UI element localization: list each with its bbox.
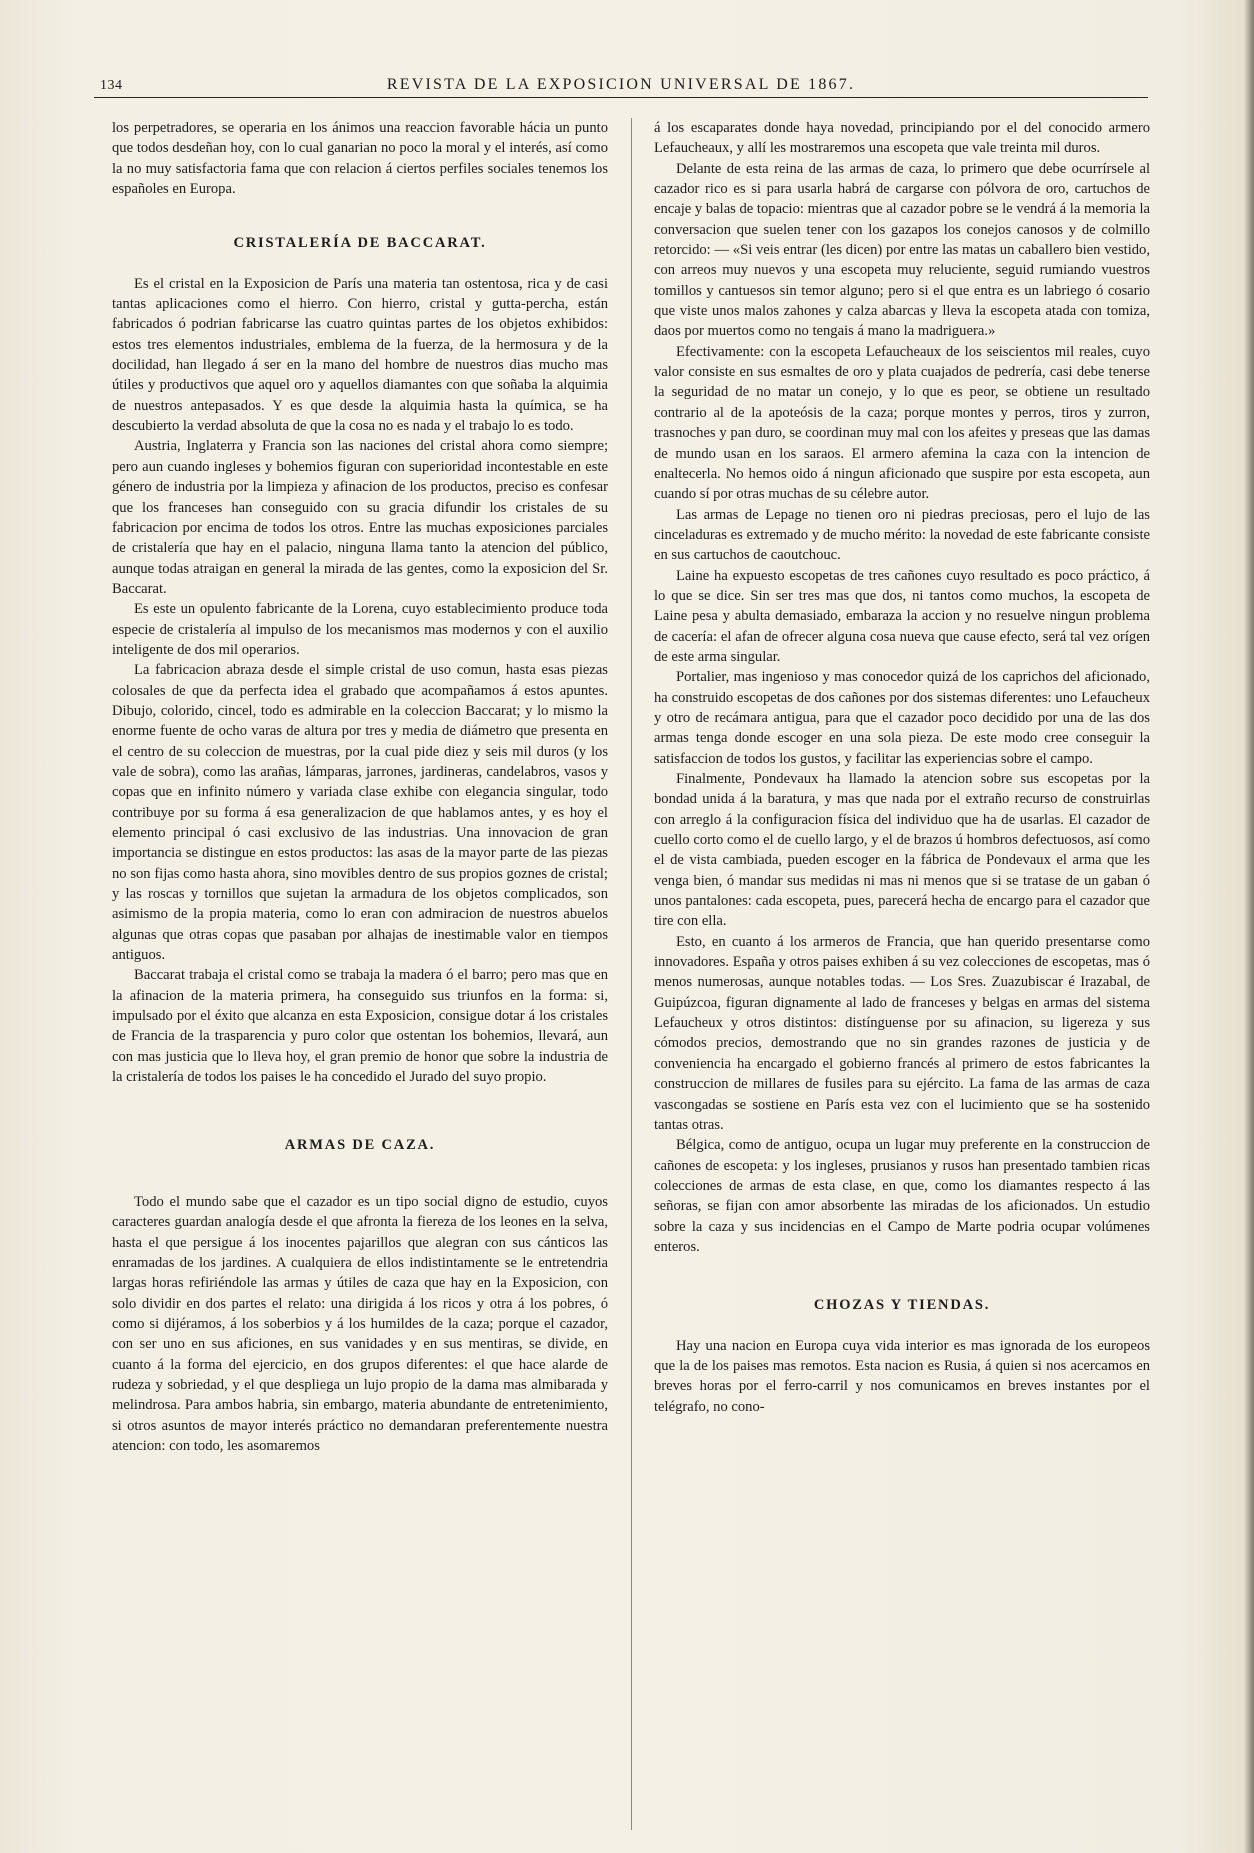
section-title-armas: ARMAS DE CAZA. [284,1137,436,1154]
page-number: 134 [100,78,123,93]
paragraph: Bélgica, como de antiguo, ocupa un lugar muy preferente en la construccion de cañones de escopeta: y los ingleses, prusianos y rusos han presentado tambien ricas colecciones de armas de esta clase, en que, como los diamantes respecto á las señoras, se fijan con amor absorbente las miradas de los aficionados. Un estudio sobre la caza y sus incidencias en el Campo de Marte podria ocupar volúmenes enteros. [654,1137,1150,1255]
paragraph: Finalmente, Pondevaux ha llamado la atencion sobre sus escopetas por la bondad unida á la baratura, y mas que nada por el extraño recurso de construirlas con arreglo á la configuracion física del individuo que ha de usarlas. El cazador de cuello corto como el de cuello largo, y el de brazos ú hombros defectuosos, así como el de vista cambiada, pueden escoger en la fábrica de Pondevaux el arma que les venga bien, ó mandar sus medidas ni mas ni menos que si se tratase de un gaban ó unos pantalones: cada escopeta, pues, parecerá hecha de encargo para el cazador que tire con ella. [654,771,1150,930]
right-column [654,118,1150,1417]
intro-paragraph: los perpetradores, se operaria en los ánimos una reaccion favorable hácia un punto que todos desdeñan hoy, con lo cual ganarian no poco la moral y el interés, así como la no muy satisfactoria fama que con relacion á ciertos perfiles sociales tenemos los españoles en Europa. [112,120,608,198]
section-title-cristaleria: CRISTALERÍA DE BACCARAT. [233,235,487,252]
spacer [112,1087,608,1135]
paragraph: La fabricacion abraza desde el simple cristal de uso comun, hasta esas piezas colosales de que da perfecta idea el grabado que acompañamos á estos apuntes. Dibujo, colorido, cincel, todo es admirable en la coleccion Baccarat; y lo mismo la enorme fuente de ocho varas de altura por tres y media de diámetro que presenta en el centro de su coleccion de muestras, por la cual pide diez y seis mil duros (y los vale de sobra), como las arañas, lámparas, jarrones, jardineras, candelabros, vasos y copas que en infinito número y variada clase exhibe con elegancia singular, todo contribuye por su forma á esa generalizacion de que hablamos antes, y es hoy el elemento principal ó casi exclusivo de las industrias. Una innovacion de gran importancia se distingue en estos productos: las asas de la mayor parte de las piezas no son fijas como hasta ahora, sino movibles dentro de sus propios goznes de cristal; y las roscas y tornillos que sujetan la armadura de los objetos complicados, son asimismo de la propia materia, como lo eran con admiracion de nuestros abuelos algunas que otras copas que pasaban por alhajas de inestimable valor en tiempos antiguos. [112,662,608,964]
spacer [112,254,608,274]
paragraph: Portalier, mas ingenioso y mas conocedor quizá de los caprichos del aficionado, ha construido escopetas de dos cañones por dos sistemas diferentes: uno Lefaucheux y otro de recámara antigua, para que el cazador poco decidido por una de las dos armas tenga donde escoger en una sola pieza. De este modo cree conseguir la satisfaccion de todos los gustos, y facilitar las experiencias sobre el campo. [654,669,1150,767]
section-title-chozas: CHOZAS Y TIENDAS. [813,1297,991,1314]
paragraph: á los escaparates donde haya novedad, principiando por el del conocido armero Lefaucheaux, y allí les mostraremos una escopeta que vale treinta mil duros. [654,120,1150,157]
spacer [112,1156,608,1192]
paragraph: Esto, en cuanto á los armeros de Francia, que han querido presentarse como innovadores. España y otros paises exhiben á su vez colecciones de escopetas, mas ó menos numerosas, aunque notables todas. — Los Sres. Zuazubiscar é Irazabal, de Guipúzcoa, figuran dignamente al lado de franceses y belgas en armas del sistema Lefaucheux y otros distintos: distínguense por su afinacion, su ligereza y sus cómodos precios, demostrando que no sin grandes razones de justicia y de conveniencia ha encargado el gobierno francés al primero de estos fabricantes la construccion de millares de fusiles para su ejército. La fama de las armas de caza vascongadas se sostiene en París esta vez con el lucimiento que se ha sostenido tantas otras. [654,933,1150,1133]
running-title: REVISTA DE LA EXPOSICION UNIVERSAL DE 1867. [386,76,856,93]
spacer [654,1316,1150,1336]
paragraph: Es el cristal en la Exposicion de París una materia tan ostentosa, rica y de casi tantas aplicaciones como el hierro. Con hierro, cristal y gutta-percha, están fabricados ó podrian fabricarse las cuatro quintas partes de los objetos exhibidos: estos tres elementos industriales, emblema de la fuerza, de la hermosura y de la docilidad, han llegado á ser en la mano del hombre de nuestros dias mucho mas útiles y productivos que aquel oro y aquellos diamantes con que soñaba la alquimia de nuestros antepasados. Y es que desde la alquimia hasta la química, se ha descubierto la verdad absoluta de que la cosa no es nada y el trabajo lo es todo. [112,275,608,435]
paragraph: Delante de esta reina de las armas de caza, lo primero que debe ocurrírsele al cazador rico es si para usarla habrá de cargarse con pólvora de oro, cartuchos de encaje y balas de topacio: mientras que al cazador pobre se le vendrá á la memoria la conversacion que suelen tener con los gazapos los conejos canosos y de colmillo retorcido: — «Si veis entrar (les dicen) por entre las matas un caballero bien vestido, con arreos muy nuevos y una escopeta muy reluciente, seguid rumiando vuestros tomillos y cantuesos sin temor alguno; pero si el que entra es un labriego ó cosario que viste unos malos zahones y calza abarcas y lleva la escopeta atada con tomiza, daos por muertos como no tengais á mano la madriguera.» [654,160,1150,340]
spacer [654,1257,1150,1295]
paragraph: Es este un opulento fabricante de la Lorena, cuyo establecimiento produce toda especie de cristalería al impulso de los mecanismos mas modernos y con el auxilio inteligente de dos mil operarios. [112,601,608,658]
paragraph: Baccarat trabaja el cristal como se trabaja la madera ó el barro; pero mas que en la afinacion de la materia primera, ha conseguido sus triunfos en la forma: si, impulsado por el éxito que alcanza en esta Exposicion, consigue dotar á los cristales de Francia de la trasparencia y puro color que ostentan los bohemios, llevará, aun con mas justicia que lo lleva hoy, el gran premio de honor que sobre la industria de la cristalería de todos los paises le ha concedido el Jurado del suyo propio. [112,967,608,1086]
paragraph: Todo el mundo sabe que el cazador es un tipo social digno de estudio, cuyos caracteres guardan analogía desde el que afronta la fiereza de los leones en la selva, hasta el que persigue á los inocentes pajarillos que alegran con sus cánticos las enramadas de los jardines. A cualquiera de ellos indistintamente se le entretendria largas horas refiriéndole las armas y útiles de caza que hay en la Exposicion, con solo dividir en dos partes el relato: una dirigida á los ricos y otra á los pobres, ó como si dijéramos, á los soberbios y á los humildes de la caza; porque el cazador, con ser uno en sus aficiones, en sus vanidades y en sus mentiras, se divide, en cuanto á la forma del ejercicio, en dos grupos diferentes: el que hace alarde de rudeza y sobriedad, y el que despliega un lujo propio de la dama mas almibarada y melindrosa. Para ambos habria, sin embargo, materia abundante de entretenimiento, si otros asuntos de mayor interés práctico no demandaran preferentemente nuestra atencion: con todo, les asomaremos [112,1193,608,1454]
page-header [94,70,1148,100]
column-divider [631,118,632,1830]
paragraph: Laine ha expuesto escopetas de tres cañones cuyo resultado es poco práctico, á lo que se dice. Sin ser tres mas que dos, ni tantos como muchos, la escopeta de Laine pesa y abulta demasiado, embaraza la accion y no resuelve ningun problema de cacería: el afan de ofrecer alguna cosa nueva que cause efecto, será tal vez orígen de este arma singular. [654,567,1150,665]
paragraph: Efectivamente: con la escopeta Lefaucheaux de los seiscientos mil reales, cuyo valor consiste en sus esmaltes de oro y plata cuajados de pedrería, casi debe tenerse la seguridad de no matar un conejo, y lo que es peor, se obtiene un resultado contrario al de la apoteósis de la caza; porque montes y perros, tiros y zurron, trasnoches y pan duro, se coordinan muy mal con los afeites y preseas que las damas de mundo usan en los saraos. El armero afemina la caza con la intencion de enaltecerla. No hemos oido á ningun aficionado que suspire por esta escopeta, aun cuando sí por otras muchas de su célebre autor. [654,343,1150,503]
page-edge-shadow [1244,0,1254,1853]
paragraph: Hay una nacion en Europa cuya vida interior es mas ignorada de los europeos que la de los paises mas remotos. Esta nacion es Rusia, á quien si nos acercamos en breves horas por el ferro-carril y nos comunicamos en breves instantes por el telégrafo, no cono- [654,1337,1150,1415]
spacer [112,199,608,233]
left-column [112,118,608,1456]
paragraph: Austria, Inglaterra y Francia son las naciones del cristal ahora como siempre; pero aun cuando ingleses y bohemios figuran con superioridad incontestable en este género de industria por la limpieza y afinacion de los productos, preciso es confesar que los franceses han conseguido con su gracia difundir los cristales de su fabricacion por encima de todos los otros. Entre las muchas exposiciones parciales de cristalería que hay en el palacio, ninguna llama tanto la atencion del público, aunque todas atraigan en general la mirada de las gentes, como la exposicion del Sr. Baccarat. [112,438,608,597]
header-rule [94,97,1148,98]
paragraph: Las armas de Lepage no tienen oro ni piedras preciosas, pero el lujo de las cinceladuras es extremado y de mucho mérito: la novedad de este fabricante consiste en sus cartuchos de caoutchouc. [654,506,1150,564]
